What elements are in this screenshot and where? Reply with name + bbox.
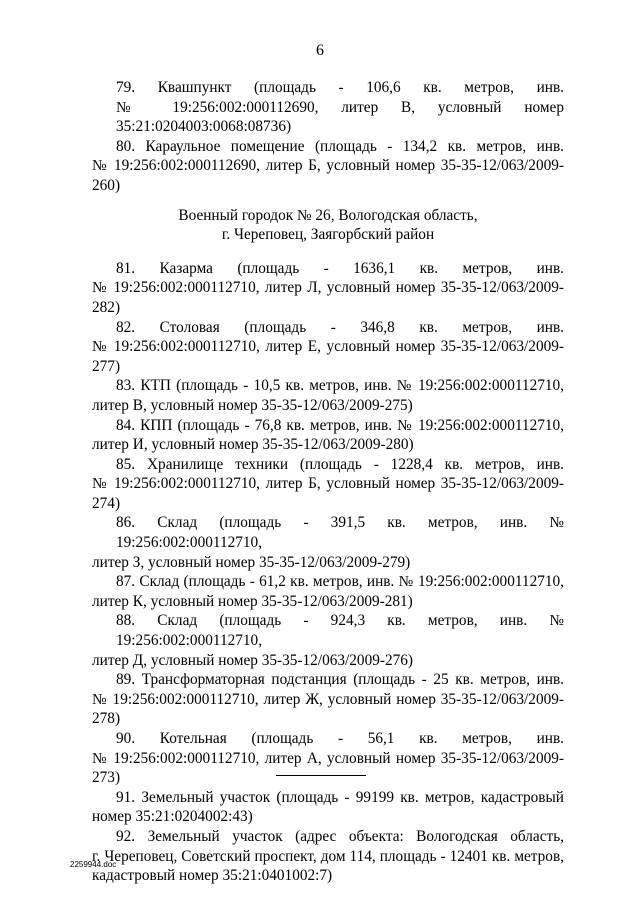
items-list xyxy=(92,259,564,886)
list-item xyxy=(92,78,564,137)
section-title-line: г. Череповец, Заягорбский район xyxy=(221,226,435,244)
list-item xyxy=(92,318,564,377)
item-line: 91. Земельный участок (площадь - 99199 кв. метров, кадастровый xyxy=(116,788,564,806)
list-item xyxy=(92,572,564,611)
item-line: литер Д, условный номер 35-35-12/063/2009-276) xyxy=(92,651,414,669)
item-line: литер В, условный номер 35-35-12/063/2009-275) xyxy=(92,396,413,414)
page-number: 6 xyxy=(316,42,324,59)
item-line: № 19:256:002:000112710, литер Б, условный номер 35-35-12/063/2009-274) xyxy=(92,475,564,512)
separator-line xyxy=(276,775,366,776)
list-item xyxy=(92,137,564,196)
item-line: 87. Склад (площадь - 61,2 кв. метров, инв. № 19:256:002:000112710, xyxy=(116,573,564,591)
item-line: 84. КПП (площадь - 76,8 кв. метров, инв. № 19:256:002:000112710, xyxy=(116,416,564,434)
item-line: № 19:256:002:000112710, литер А, условный номер 35-35-12/063/2009-273) xyxy=(92,749,564,787)
item-line: г. Череповец, Советский проспект, дом 114, площадь - 12401 кв. метров, xyxy=(92,847,564,865)
footer-filename: 2259944.doc xyxy=(70,860,117,869)
list-item xyxy=(92,729,564,788)
list-item xyxy=(92,670,564,729)
item-line: литер И, условный номер 35-35-12/063/2009-280) xyxy=(92,436,414,454)
item-line: кадастровый номер 35:21:0401002:7) xyxy=(92,867,333,885)
item-line: 83. КТП (площадь - 10,5 кв. метров, инв. № 19:256:002:000112710, xyxy=(116,377,564,395)
list-item xyxy=(92,376,564,415)
item-line xyxy=(92,78,564,98)
item-line: 80. Караульное помещение (площадь - 134,2 кв. метров, инв. xyxy=(116,137,564,155)
item-line: 90. Котельная (площадь - 56,1 кв. метров, инв. xyxy=(116,730,564,747)
item-79-text: 79. Квашпункт (площадь - 106,6 кв. метров, инв. xyxy=(116,79,564,96)
list-item xyxy=(92,416,564,455)
item-line: 86. Склад (площадь - 391,5 кв. метров, инв. № 19:256:002:000112710, xyxy=(116,514,564,552)
section-title xyxy=(92,206,564,245)
item-line: № 19:256:002:000112690, литер Б, условный номер 35-35-12/063/2009-260) xyxy=(92,157,564,194)
item-line: 82. Столовая (площадь - 346,8 кв. метров, инв. xyxy=(116,318,564,336)
item-line: номер 35:21:0204002:43) xyxy=(92,808,253,826)
item-line: 88. Склад (площадь - 924,3 кв. метров, инв. № 19:256:002:000112710, xyxy=(116,612,564,650)
document-body xyxy=(92,78,564,886)
list-item xyxy=(92,455,564,514)
item-line: 85. Хранилище техники (площадь - 1228,4 кв. метров, инв. xyxy=(116,455,564,473)
list-item xyxy=(92,513,564,572)
item-line: 35:21:0204003:0068:08736) xyxy=(116,118,292,136)
item-line: 81. Казарма (площадь - 1636,1 кв. метров, инв. xyxy=(116,259,564,277)
list-item xyxy=(92,788,564,827)
item-line: 92. Земельный участок (адрес объекта: Вологодская область, xyxy=(116,827,564,845)
item-line: литер К, условный номер 35-35-12/063/2009-281) xyxy=(92,592,413,610)
item-line: № 19:256:002:000112710, литер Ж, условный номер 35-35-12/063/2009-278) xyxy=(92,690,564,728)
item-line: № 19:256:002:000112710, литер Л, условный номер 35-35-12/063/2009-282) xyxy=(92,279,564,316)
item-line: 89. Трансформаторная подстанция (площадь - 25 кв. метров, инв. xyxy=(116,671,564,689)
section-title-line: Военный городок № 26, Вологодская область, xyxy=(178,206,478,224)
list-item xyxy=(92,259,564,318)
list-item xyxy=(92,611,564,670)
item-line: литер З, условный номер 35-35-12/063/2009-279) xyxy=(92,553,411,571)
item-line: № 19:256:002:000112690, литер В, условный номер xyxy=(116,98,564,116)
list-item xyxy=(92,827,564,886)
item-line: № 19:256:002:000112710, литер Е, условный номер 35-35-12/063/2009-277) xyxy=(92,338,564,375)
